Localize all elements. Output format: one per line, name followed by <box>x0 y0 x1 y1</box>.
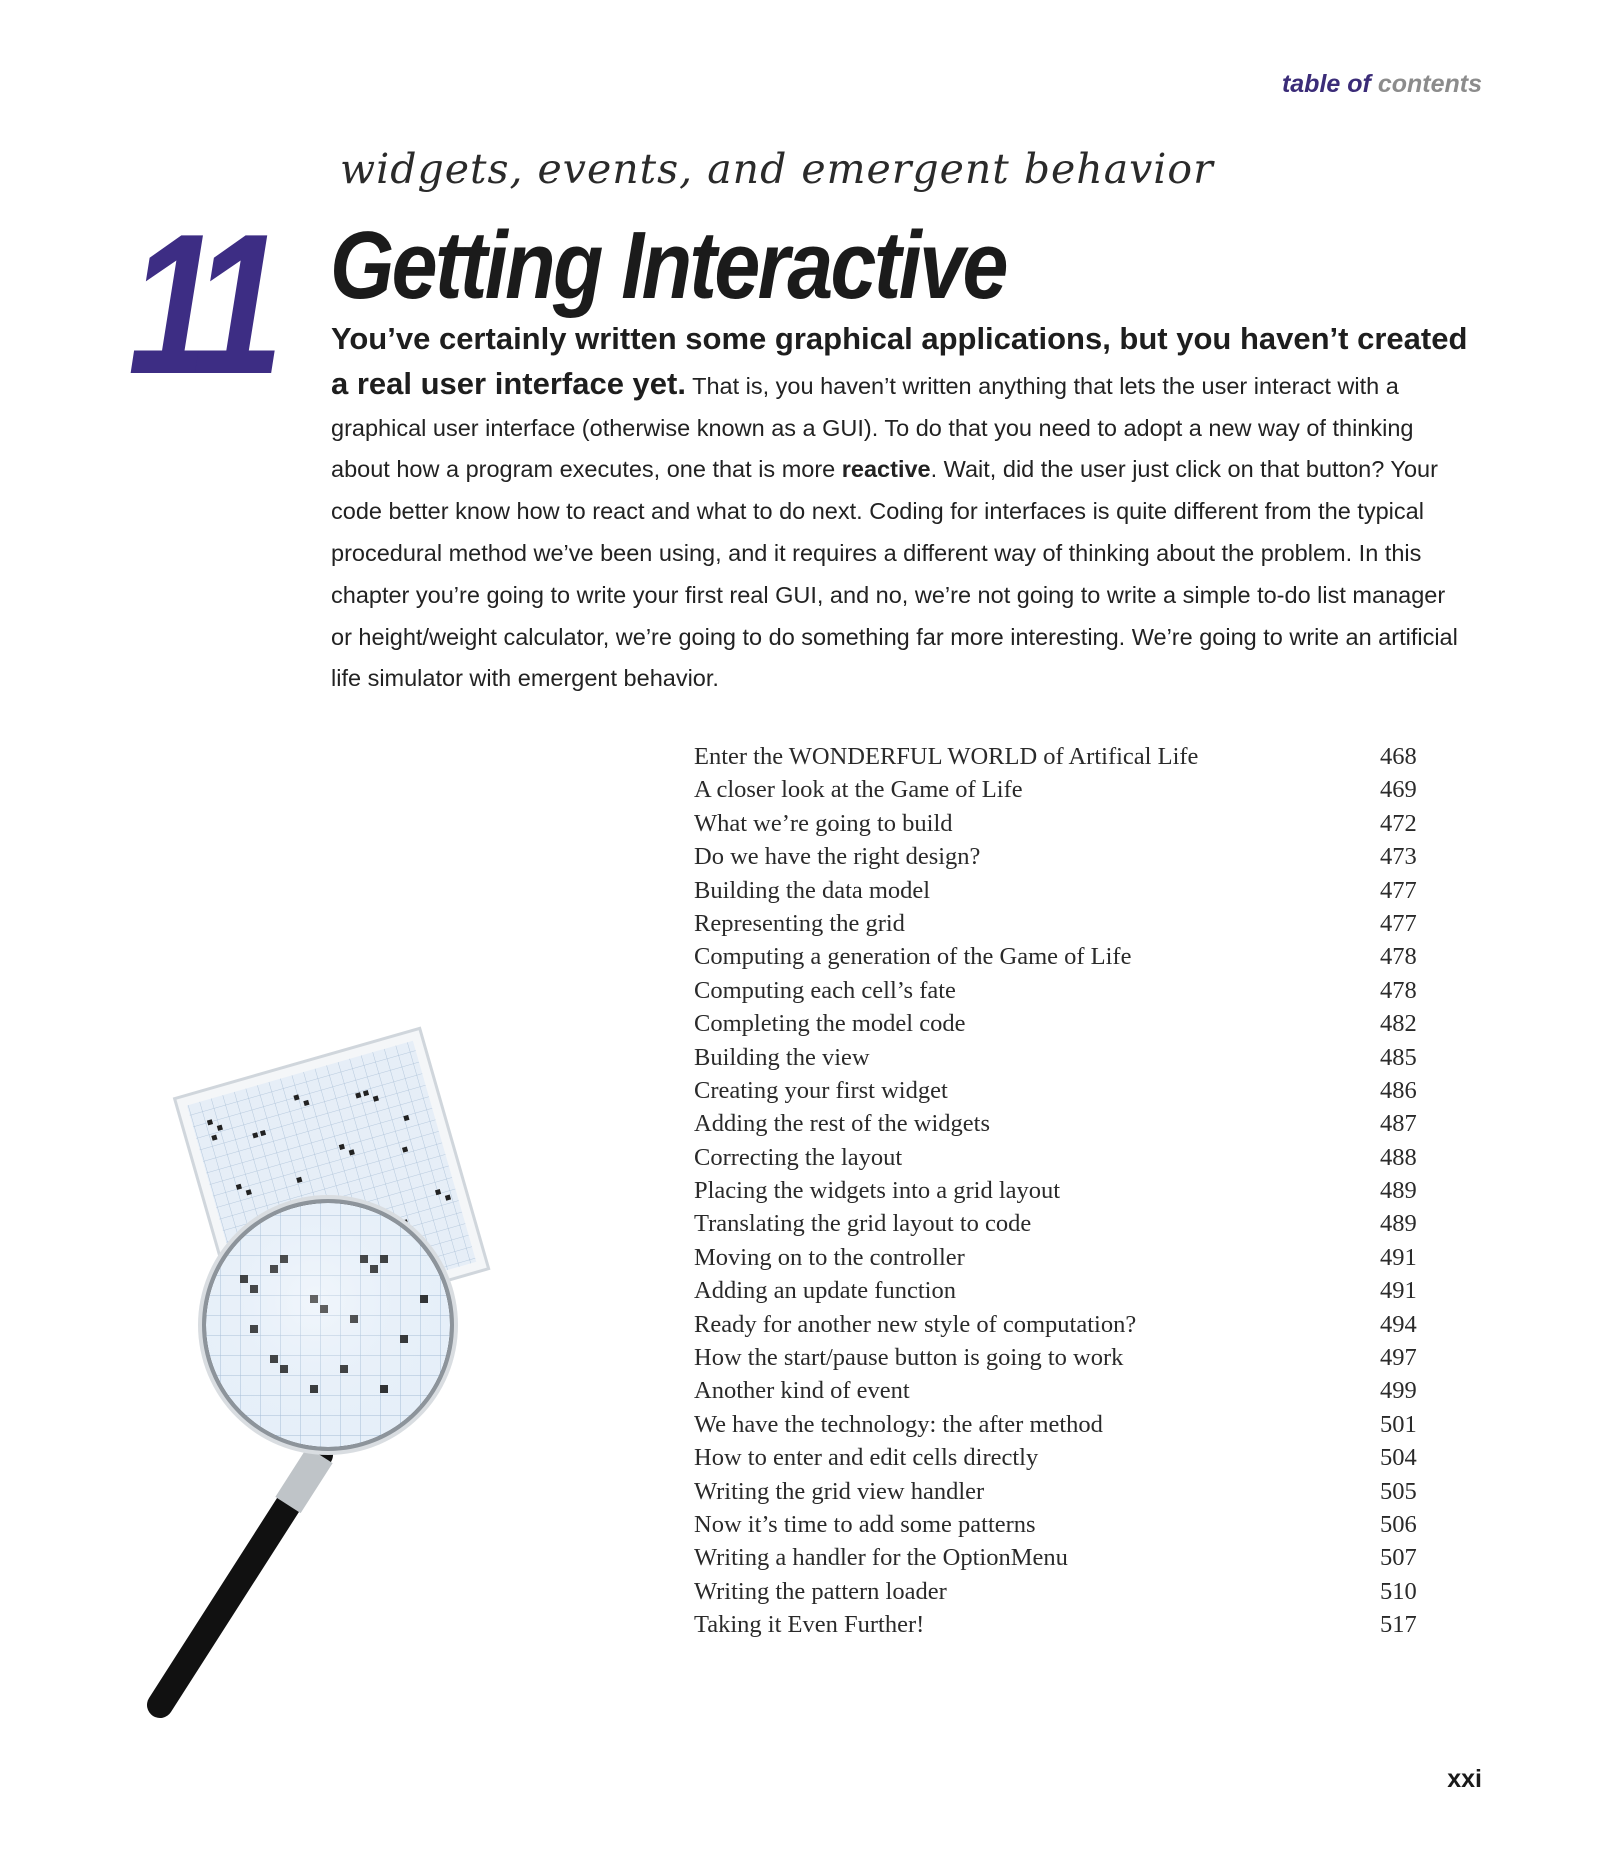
header-label-part1: table of <box>1281 70 1371 98</box>
toc-entry <box>694 1241 1434 1274</box>
toc-entry-title: Ready for another new style of computation? <box>694 1310 1137 1338</box>
toc-entry <box>694 1374 1434 1407</box>
toc-entry-page: 505 <box>1380 1477 1417 1505</box>
toc-entry-page: 499 <box>1380 1377 1417 1405</box>
toc-entry <box>694 1074 1434 1107</box>
toc-entry-title: Computing a generation of the Game of Life <box>694 943 1132 971</box>
toc-entry-title: Writing a handler for the OptionMenu <box>694 1544 1068 1572</box>
toc-entry <box>694 740 1434 773</box>
toc-entry-page: 489 <box>1380 1210 1417 1238</box>
toc-entry-title: Computing each cell’s fate <box>694 976 956 1004</box>
toc-entry <box>694 773 1434 806</box>
toc-entry-title: Enter the WONDERFUL WORLD of Artifical Life <box>694 743 1199 770</box>
toc-entry <box>694 1308 1434 1341</box>
toc-entry-page: 478 <box>1380 976 1417 1004</box>
toc-entry-title: Writing the grid view handler <box>694 1477 985 1505</box>
toc-entry-title: A closer look at the Game of Life <box>694 776 1023 804</box>
toc-entry-page: 491 <box>1380 1243 1417 1271</box>
toc-entry-page: 497 <box>1380 1344 1417 1372</box>
toc-entry-title: Adding an update function <box>694 1277 956 1305</box>
toc-entry <box>694 1608 1434 1641</box>
toc-entry <box>694 840 1434 873</box>
toc-entry-title: Taking it Even Further! <box>694 1611 925 1639</box>
toc-entry-title: Now it’s time to add some patterns <box>694 1510 1036 1538</box>
toc-entry <box>694 1408 1434 1441</box>
toc-entry-page: 507 <box>1380 1544 1417 1572</box>
intro-bold-word: reactive <box>841 456 931 483</box>
toc-entry <box>694 1341 1434 1374</box>
toc-entry <box>694 1174 1434 1207</box>
toc-entry-page: 482 <box>1380 1010 1417 1038</box>
toc-entry <box>694 940 1434 973</box>
magnifier-grid-icon <box>120 1015 560 1735</box>
toc-entry-page: 477 <box>1380 876 1417 904</box>
chapter-title: Getting Interactive <box>330 212 1006 319</box>
toc-entry-page: 469 <box>1380 776 1417 804</box>
toc-entry <box>694 1508 1434 1541</box>
toc-entry-title: Do we have the right design? <box>694 843 981 871</box>
toc-entry-title: We have the technology: the after method <box>694 1410 1103 1438</box>
intro-text-after: . Wait, did the user just click on that button? Your code better know how to react and what to do next. Coding for interfaces is quite different from the typical procedural method we’ve been using, and it requires a different way of thinking about the problem. In this chapter you’re going to write your first real GUI, and no, we’re not going to write a simple to-do list manager or height/weight calculator, we’re going to do something far more interesting. We’re going to write an artificial life simulator with emergent behavior. <box>331 456 1458 692</box>
toc-entry-page: 491 <box>1380 1277 1417 1305</box>
toc-entry-page: 488 <box>1380 1143 1417 1171</box>
toc-entry-page: 501 <box>1380 1410 1417 1438</box>
toc-entry <box>694 1475 1434 1508</box>
toc-entry-title: Translating the grid layout to code <box>694 1210 1032 1238</box>
toc-entry <box>694 1141 1434 1174</box>
toc-entry-title: Representing the grid <box>694 909 905 937</box>
toc-entry-title: Writing the pattern loader <box>694 1577 947 1605</box>
toc-entry <box>694 807 1434 840</box>
intro-text-before: That is, you haven’t written anything that lets the user interact with a graphical user interface (otherwise known as a GUI). To do that you need to adopt a new way of thinking about how a program executes, one that is more <box>331 372 1414 483</box>
toc-entry-title: Building the data model <box>694 876 931 904</box>
toc-entry <box>694 1541 1434 1574</box>
toc-entry <box>694 1575 1434 1608</box>
toc-entry-page: 504 <box>1380 1444 1417 1472</box>
header-label-part2: contents <box>1377 70 1482 98</box>
toc-entry-title: How the start/pause button is going to work <box>694 1344 1124 1372</box>
toc-entry-page: 486 <box>1380 1076 1417 1104</box>
toc-entry-page: 485 <box>1380 1043 1417 1071</box>
toc-entry-title: Moving on to the controller <box>694 1243 965 1271</box>
toc-list <box>694 740 1434 1642</box>
toc-entry-page: 494 <box>1380 1310 1417 1338</box>
toc-entry <box>694 1107 1434 1140</box>
toc-entry-page: 477 <box>1380 909 1417 937</box>
toc-entry-title: Completing the model code <box>694 1010 966 1038</box>
toc-entry-page: 478 <box>1380 943 1417 971</box>
toc-entry-title: Correcting the layout <box>694 1143 903 1171</box>
page-number: xxi <box>1447 1765 1482 1793</box>
toc-entry-title: Creating your first widget <box>694 1076 948 1104</box>
toc-entry-title: Adding the rest of the widgets <box>694 1110 990 1138</box>
toc-entry-page: 506 <box>1380 1510 1417 1538</box>
toc-entry-page: 489 <box>1380 1177 1417 1205</box>
toc-entry <box>694 907 1434 940</box>
toc-entry <box>694 1007 1434 1040</box>
chapter-intro <box>331 318 1471 700</box>
toc-entry <box>694 1041 1434 1074</box>
intro-lead: You’ve certainly written some graphical applications, but you haven’t created a real user interface yet. <box>331 321 1468 401</box>
toc-entry-title: Building the view <box>694 1043 870 1071</box>
chapter-subtitle: widgets, events, and emergent behavior <box>340 145 1214 193</box>
magnifying-glass-illustration <box>120 1015 560 1740</box>
toc-entry <box>694 874 1434 907</box>
toc-entry-title: What we’re going to build <box>694 809 953 837</box>
toc-entry-title: How to enter and edit cells directly <box>694 1444 1039 1472</box>
toc-entry-page: 517 <box>1380 1611 1417 1639</box>
toc-entry <box>694 1441 1434 1474</box>
toc-entry-page: 473 <box>1380 843 1417 871</box>
running-header <box>1282 70 1482 99</box>
toc-entry <box>694 974 1434 1007</box>
toc-entry-page: 468 <box>1380 743 1417 770</box>
toc-entry-page: 472 <box>1380 809 1417 837</box>
toc-entry <box>694 1274 1434 1307</box>
toc-entry-title: Placing the widgets into a grid layout <box>694 1177 1061 1205</box>
toc-entry-title: Another kind of event <box>694 1377 910 1405</box>
toc-entry-page: 510 <box>1380 1577 1417 1605</box>
chapter-number: 11 <box>128 193 269 416</box>
toc-entry <box>694 1207 1434 1240</box>
toc-entry-page: 487 <box>1380 1110 1417 1138</box>
